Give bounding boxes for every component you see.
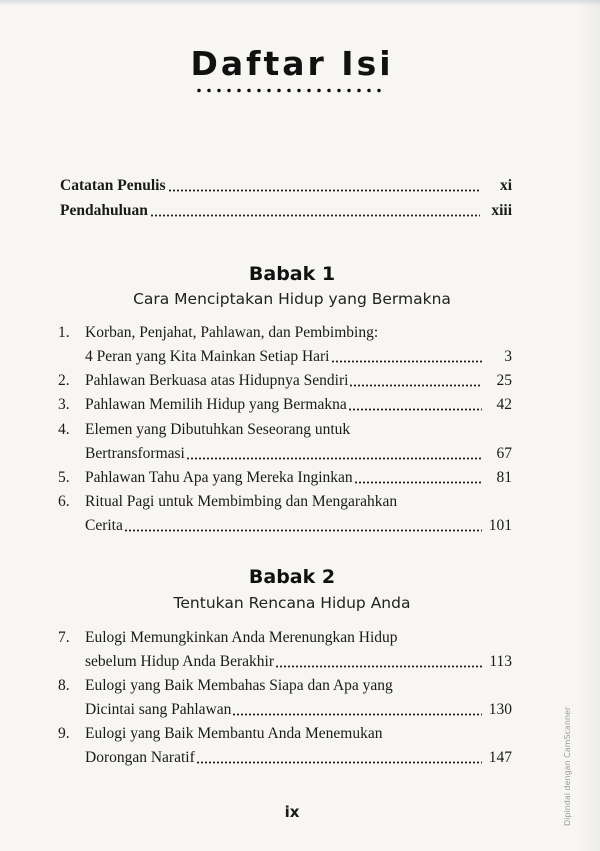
dot-leader [275,665,482,668]
toc-entry-title-line: Eulogi yang Baik Membantu Anda Menemukan [85,725,383,742]
toc-entry-7-line-2[interactable] [58,652,512,672]
toc-entry-title-line: Eulogi Memungkinkan Anda Merenungkan Hidup [85,629,398,646]
toc-entry-number: 1. [58,324,70,341]
toc-entry-title-line: Cerita [85,517,123,534]
part-subtitle: Cara Menciptakan Hidup yang Bermakna [133,290,451,308]
toc-entry-4-line-2[interactable] [58,444,512,464]
toc-entry-label: Catatan Penulis [60,177,166,194]
dot-leader [150,214,480,217]
toc-entry-title-line: 4 Peran yang Kita Mainkan Setiap Hari [85,348,330,365]
toc-entry-3[interactable] [58,395,512,415]
toc-entry-page: 130 [488,701,512,718]
toc-entry-2[interactable] [58,371,512,391]
toc-entry-5[interactable] [58,468,512,488]
scanner-watermark: Dipindai dengan CamScanner [563,706,572,826]
toc-entry-title-line: Pahlawan Tahu Apa yang Mereka Inginkan [85,469,353,486]
dot-leader [124,529,482,532]
toc-entry-title-line: Dorongan Naratif [85,749,195,766]
toc-entry-page: 101 [488,517,512,534]
toc-entry-9-line-2[interactable] [58,748,512,768]
toc-entry-pendahuluan[interactable] [60,201,512,221]
toc-entry-number: 5. [58,469,70,486]
toc-entry-number: 3. [58,396,70,413]
toc-entry-number: 8. [58,677,70,694]
part-heading: Babak 2 [248,566,336,588]
page-title: Daftar Isi [190,44,394,83]
part-subtitle: Tentukan Rencana Hidup Anda [173,594,411,612]
dot-leader [186,457,482,460]
toc-entry-title-line: Pahlawan Berkuasa atas Hidupnya Sendiri [85,372,349,389]
toc-entry-number: 7. [58,629,70,646]
toc-entry-title-line: Elemen yang Dibutuhkan Seseorang untuk [85,421,351,438]
dot-leader [354,481,482,484]
toc-entry-1[interactable] [58,323,378,343]
toc-entry-page: 42 [496,396,512,413]
dot-leader [196,761,482,764]
toc-entry-7[interactable] [58,628,398,648]
toc-entry-number: 6. [58,493,70,510]
toc-entry-page: 113 [489,653,512,670]
toc-entry-title-line: Ritual Pagi untuk Membimbing dan Mengarahkan [85,493,398,510]
toc-entry-8-line-2[interactable] [58,700,512,720]
toc-entry-title-line: Eulogi yang Baik Membahas Siapa dan Apa yang [85,677,393,694]
dot-leader [348,408,482,411]
part-heading: Babak 1 [248,263,336,285]
toc-entry-title-line: sebelum Hidup Anda Berakhir [85,653,274,670]
toc-entry-title-line: Dicintai sang Pahlawan [85,701,232,718]
toc-entry-title-line: Bertransformasi [85,445,185,462]
toc-entry-1-line-2[interactable] [58,347,512,367]
toc-entry-9[interactable] [58,724,382,744]
toc-entry-page: 81 [496,469,512,486]
toc-entry-title-line: Pahlawan Memilih Hidup yang Bermakna [85,396,347,413]
toc-entry-6[interactable] [58,492,397,512]
toc-entry-page: 67 [496,445,512,462]
toc-entry-8[interactable] [58,676,393,696]
toc-entry-title-line: Korban, Penjahat, Pahlawan, dan Pembimbing: [85,324,379,341]
toc-entry-number: 9. [58,725,70,742]
toc-entry-page: 3 [504,348,512,365]
dot-leader [331,360,483,363]
title-dotted-underline [194,88,384,93]
toc-entry-label: Pendahuluan [60,202,148,219]
toc-entry-number: 2. [58,372,70,389]
toc-entry-page: xi [499,177,512,194]
toc-entry-page: 25 [496,372,512,389]
toc-entry-4[interactable] [58,420,350,440]
toc-entry-page: xiii [491,202,512,219]
page-edge-shadow [576,0,600,851]
toc-entry-catatan-penulis[interactable] [60,176,512,196]
page-number: ix [284,803,300,821]
dot-leader [168,189,481,192]
toc-entry-page: 147 [488,749,512,766]
toc-entry-6-line-2[interactable] [58,516,512,536]
toc-entry-number: 4. [58,421,70,438]
page-top-edge [0,0,600,6]
dot-leader [232,713,482,716]
dot-leader [349,384,482,387]
